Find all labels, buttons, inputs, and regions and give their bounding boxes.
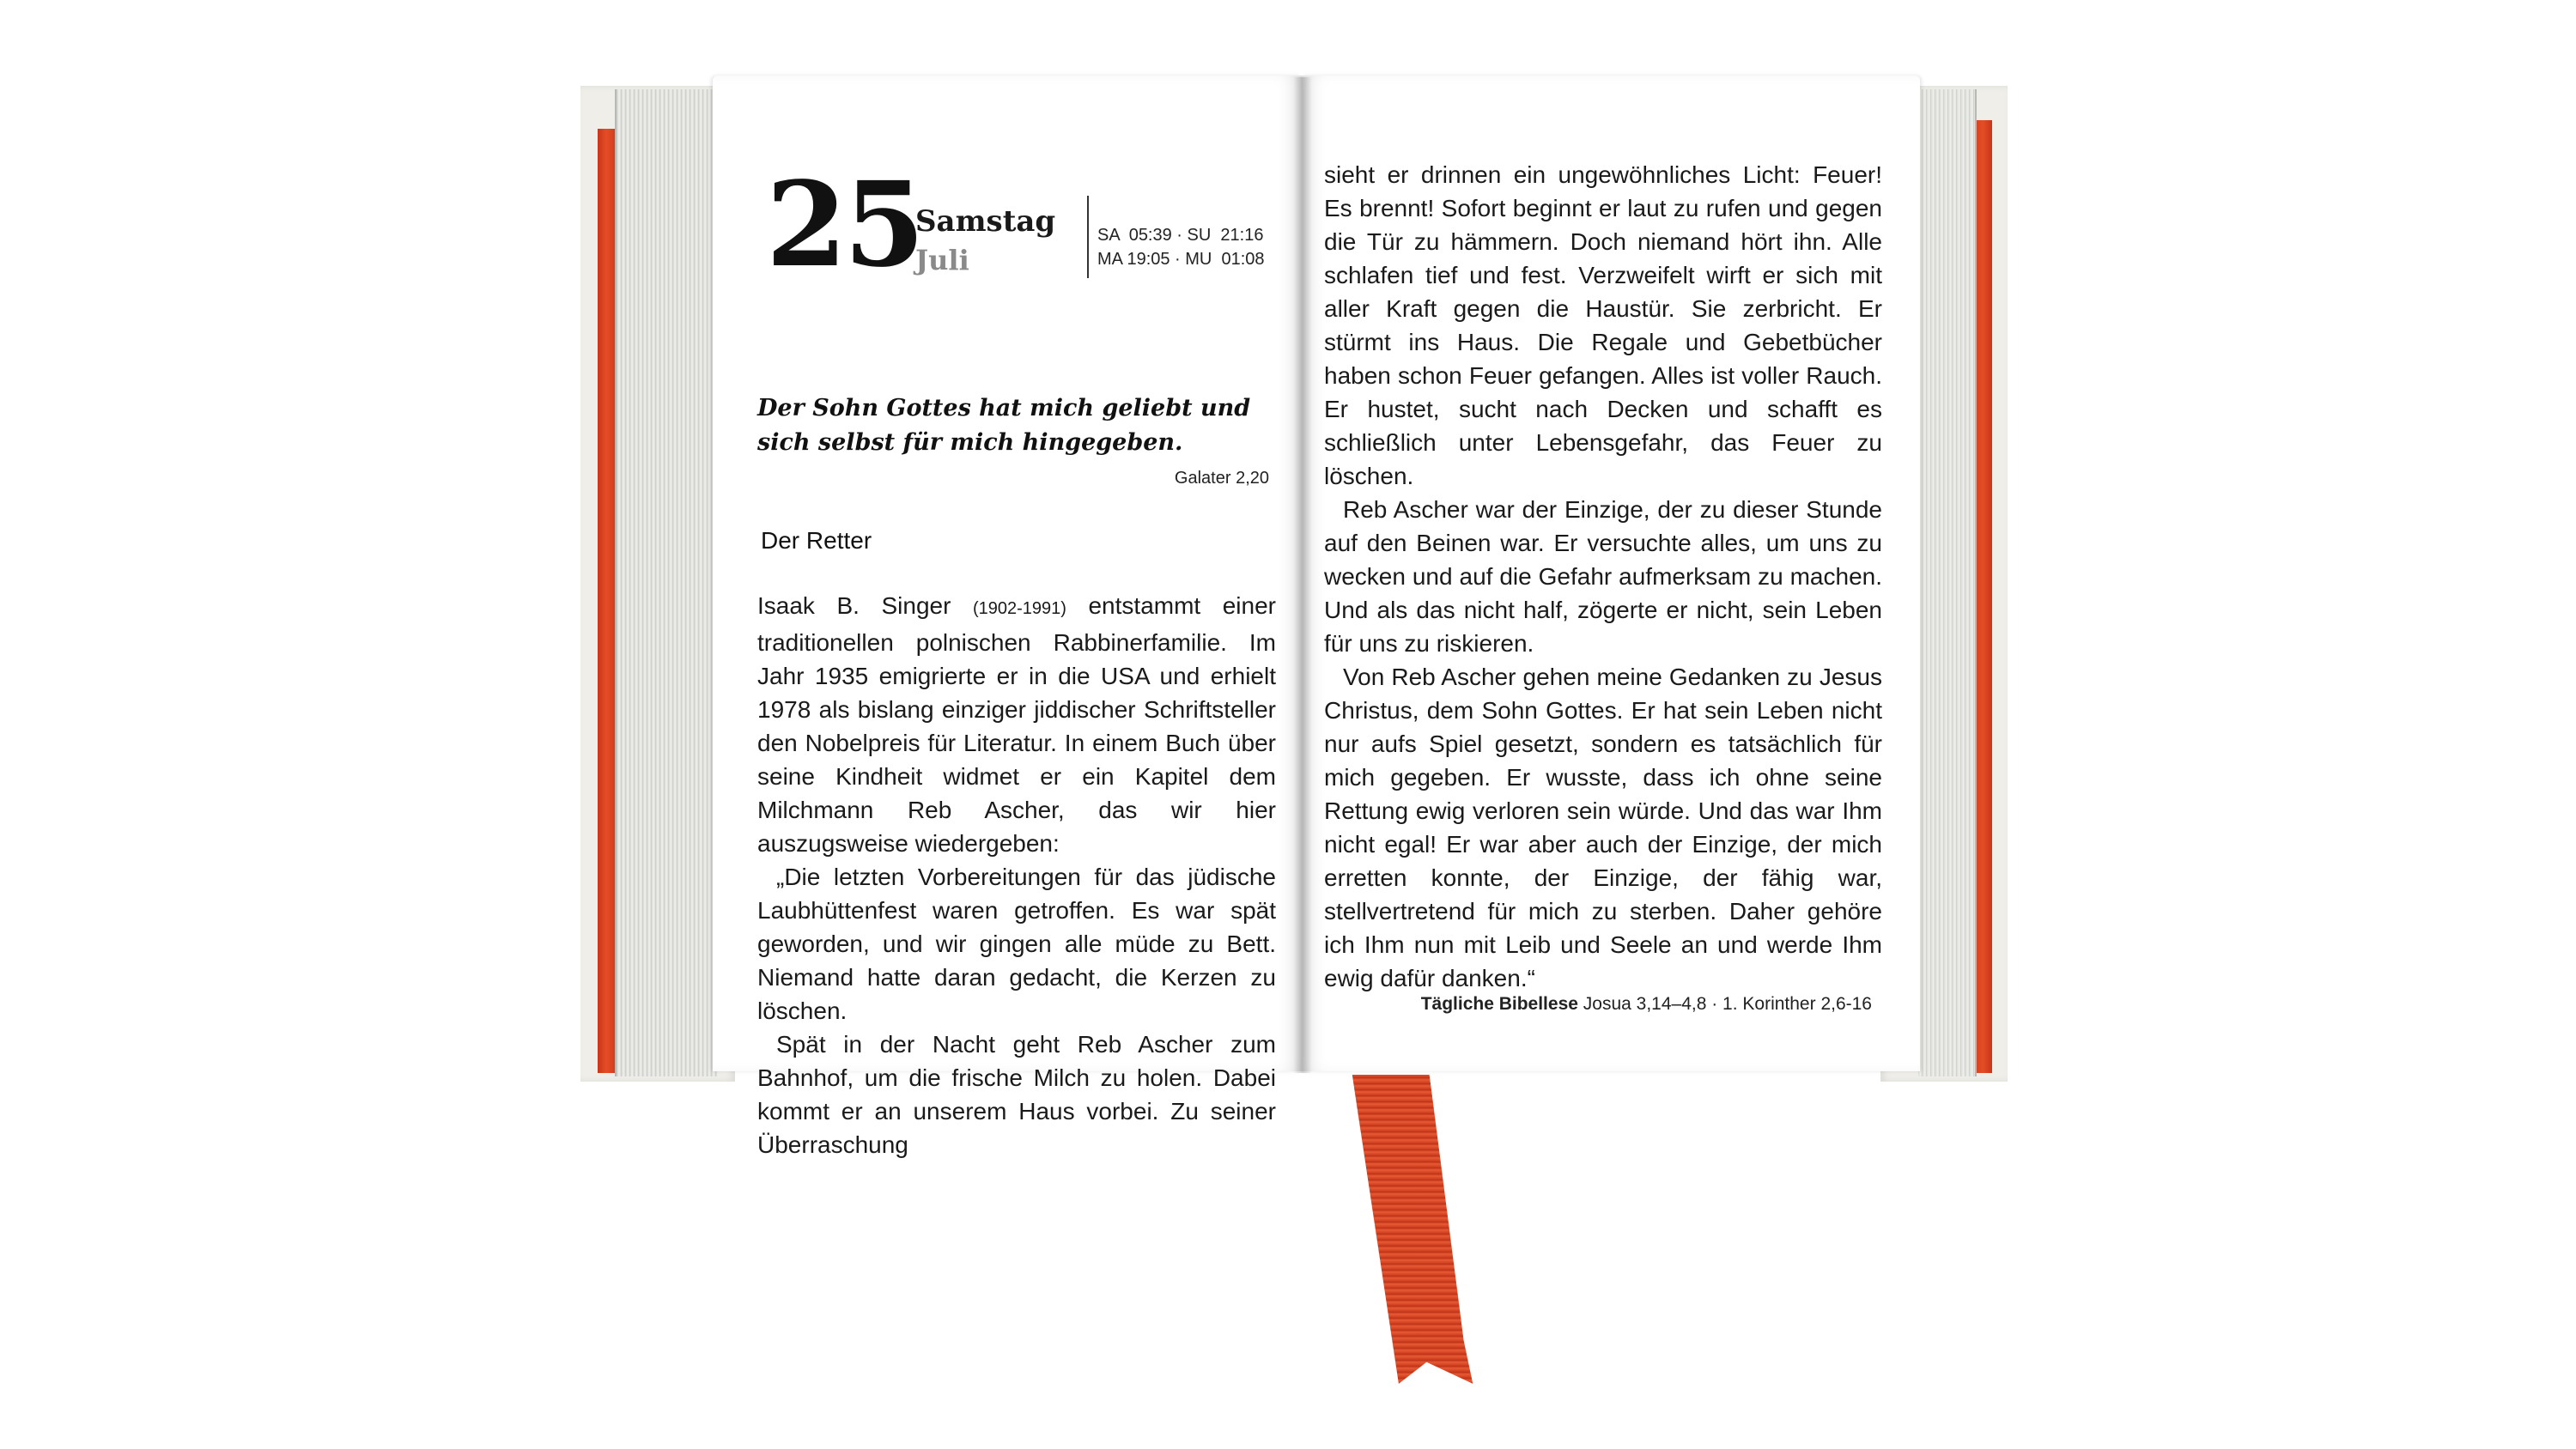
paragraph — [757, 589, 1276, 860]
page-block-left — [615, 89, 718, 1076]
text-run: entstammt einer traditionellen polnischen Rabbinerfamilie. Im Jahr 1935 emigrierte er in die USA und erhielt 1978 als bislang einziger jiddischer Schriftsteller den Nobelpreis für Literatur. In einem Buch über seine Kindheit widmet er ein Kapitel dem Milchmann Reb Ascher, das wir hier auszugsweise wiedergeben: — [757, 592, 1276, 857]
date-divider — [1087, 196, 1089, 278]
paragraph: Von Reb Ascher gehen meine Gedanken zu Jesus Christus, dem Sohn Gottes. Er hat sein Leben nicht nur aufs Spiel gesetzt, sondern es tatsächlich für mich gegeben. Er wusste, dass ich ohne seine Rettung ewig verloren sein würde. Und das war Ihm nicht egal! Er war aber auch der Einzige, der mich erretten konnte, der Einzige, der fähig war, stellvertretend für mich zu sterben. Daher gehöre ich Ihm nun mit Leib und Seele an und werde Ihm ewig dafür danken.“ — [1324, 664, 1882, 991]
bible-reading-label: Tägliche Bibellese — [1420, 994, 1578, 1014]
left-body-text — [757, 589, 1276, 1161]
weekday: Samstag — [915, 204, 1056, 239]
paragraph: Spät in der Nacht geht Reb Ascher zum Bahnhof, um die frische Milch zu holen. Dabei kommt er an unserem Haus vorbei. Zu seiner Überraschung — [757, 1031, 1276, 1158]
book-gutter — [1293, 77, 1312, 1073]
paragraph: Reb Ascher war der Einzige, der zu dieser Stunde auf den Beinen war. Er versuchte alles, um uns zu wecken und auf die Gefahr aufmerksam zu machen. Und als das nicht half, zögerte er nicht, sein Leben für uns zu riskieren. — [1324, 496, 1882, 657]
right-body-text — [1324, 158, 1882, 995]
page-edge-left-red — [598, 129, 615, 1073]
life-years: (1902-1991) — [972, 599, 1066, 618]
bible-reading-refs: Josua 3,14–4,8 · 1. Korinther 2,6-16 — [1577, 994, 1872, 1014]
paragraph: „Die letzten Vorbereitungen für das jüdische Laubhüttenfest waren getroffen. Es war spät geworden, und wir gingen alle müde zu Bett. Niemand hatte daran gedacht, die Kerzen zu löschen. — [757, 864, 1276, 1024]
day-number: 25 — [766, 156, 922, 294]
bookmark-ribbon — [1352, 1075, 1473, 1384]
devotion-title: Der Retter — [761, 527, 872, 554]
paragraph: sieht er drinnen ein ungewöhnliches Licht: Feuer! Es brennt! Sofort beginnt er laut zu rufen und gegen die Tür zu hämmern. Doch niemand hört ihn. Alle schlafen tief und fest. Verzweifelt wirft er sich mit aller Kraft gegen die Haustür. Sie zerbricht. Er stürmt ins Haus. Die Regale und Gebetbücher haben schon Feuer gefangen. Alles ist voller Rauch. Er hustet, sucht nach Decken und schafft es schließlich unter Lebensgefahr, das Feuer zu löschen. — [1324, 161, 1882, 489]
month: Juli — [915, 244, 969, 276]
left-page — [713, 76, 1302, 1158]
page-block-right — [1918, 89, 1977, 1076]
daily-verse: Der Sohn Gottes hat mich geliebt und sich selbst für mich hingegeben. — [757, 395, 1251, 456]
right-page — [1302, 76, 1920, 1071]
verse-reference: Galater 2,20 — [1174, 469, 1269, 488]
sun-moon-times: SA 05:39 · SU 21:16 MA 19:05 · MU 01:08 — [1097, 226, 1265, 269]
text-run: Isaak B. Singer — [757, 592, 973, 619]
daily-bible-reading — [1421, 994, 1872, 1015]
